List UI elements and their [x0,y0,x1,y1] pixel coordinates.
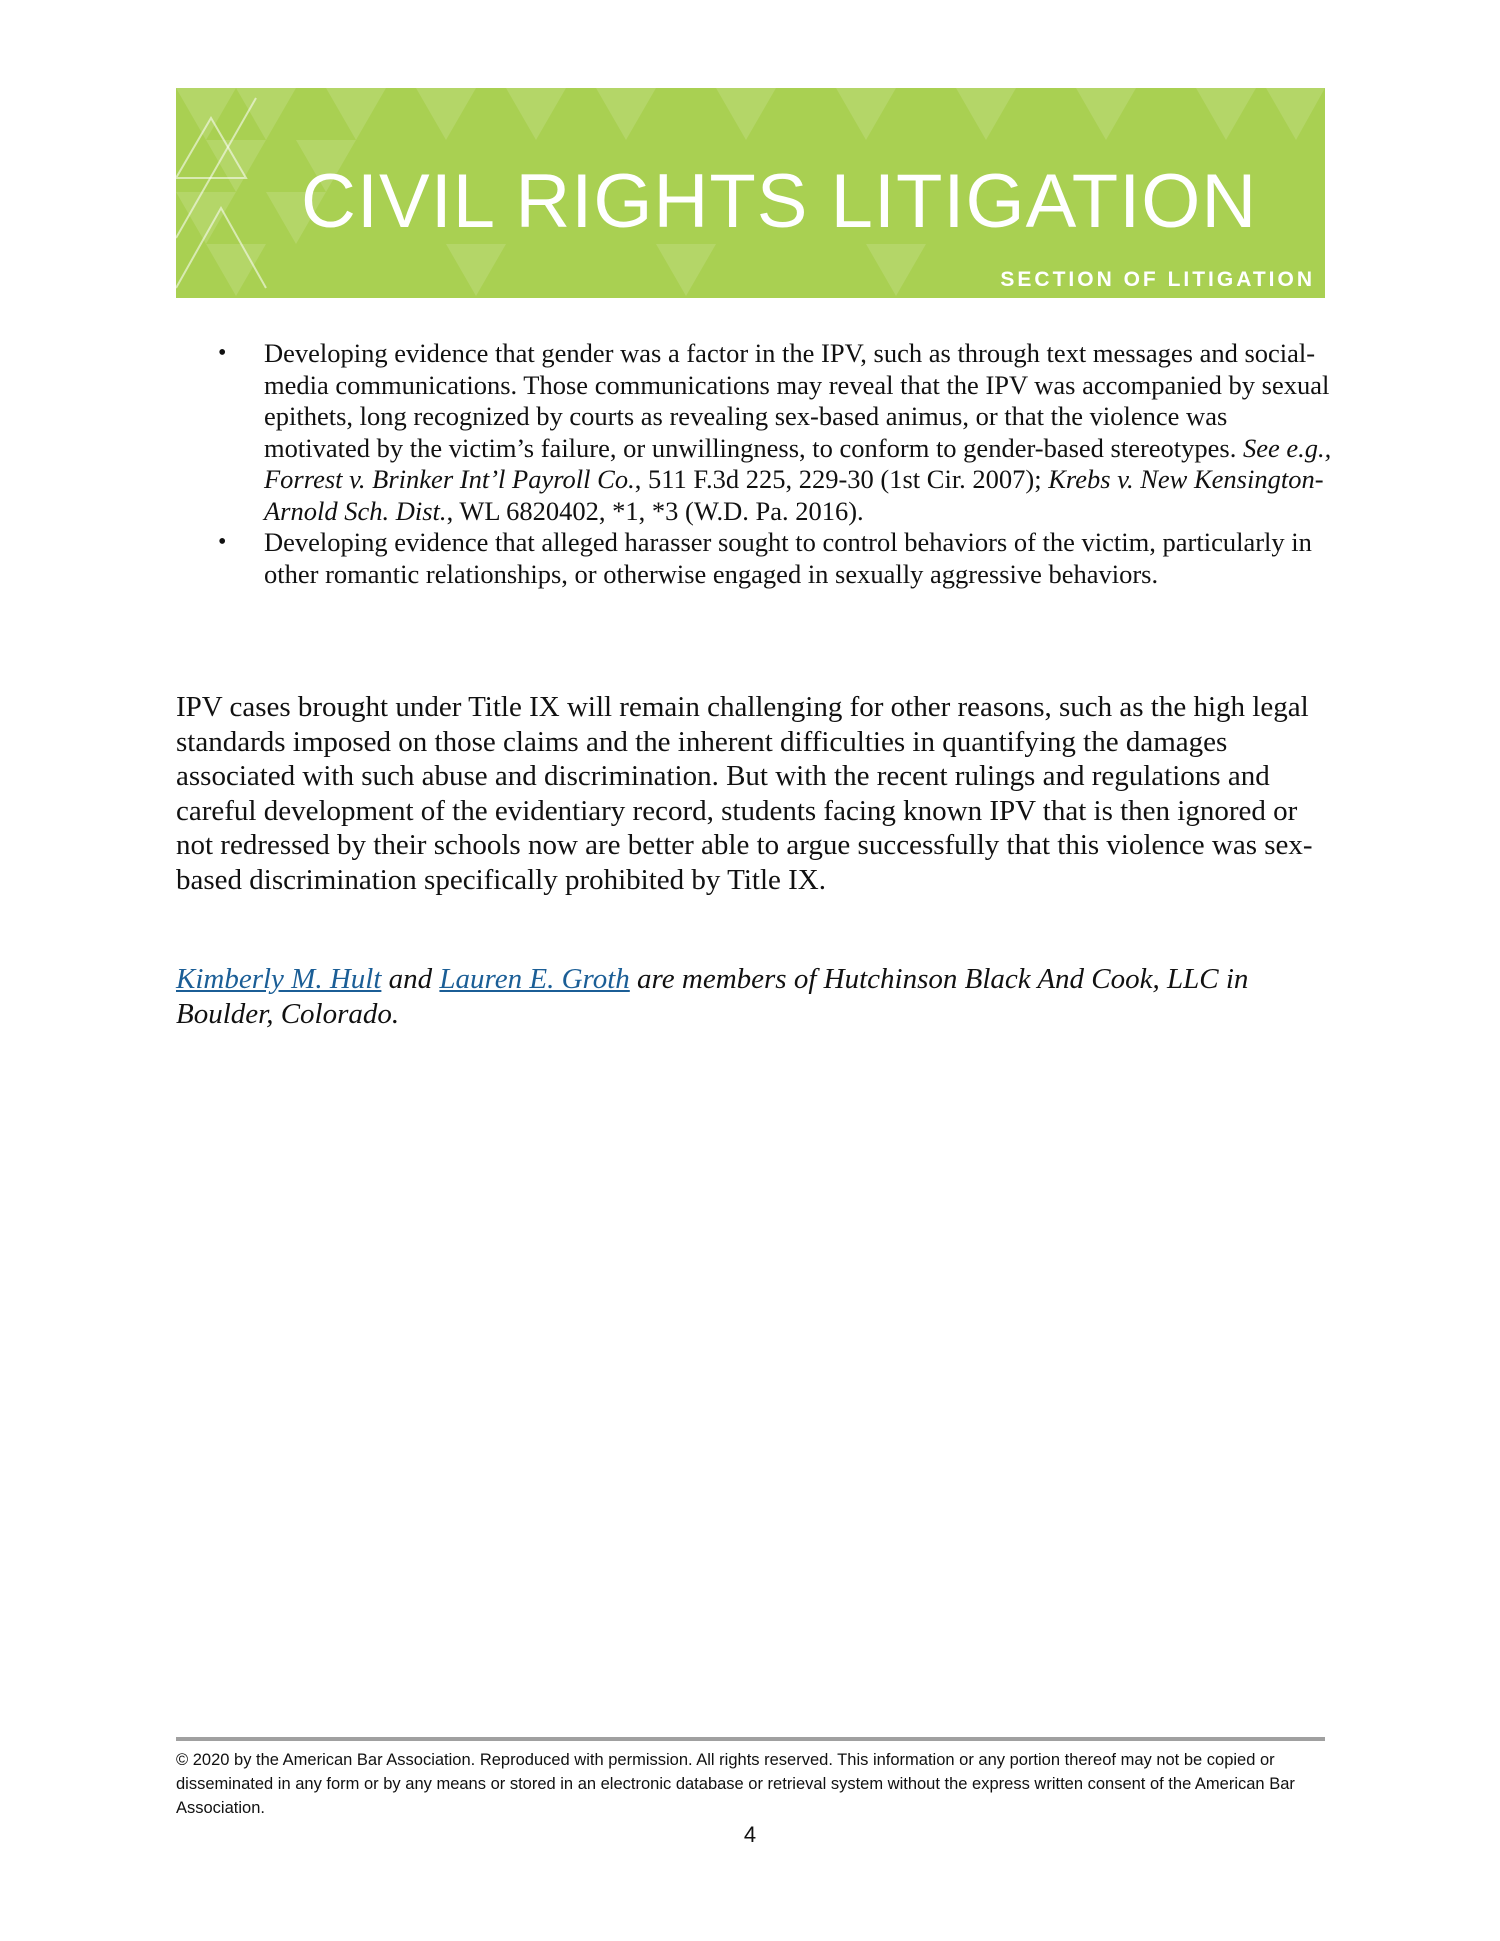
footer-divider [176,1737,1325,1741]
header-subtitle: SECTION OF LITIGATION [1000,268,1315,291]
author-byline: Kimberly M. Hult and Lauren E. Groth are members of Hutchinson Black And Cook, LLC in Boulder, Colorado. [176,963,1249,1030]
bullet-text: Developing evidence that gender was a factor in the IPV, such as through text messages and social-media communications. Those communications may reveal that the IPV was accompanied by sexual epithets, long recognized by courts as revealing sex-based animus, or that the violence was motivated by the victim’s failure, or unwillingness, to conform to gender-based stereotypes. See e.g., Forrest v. Brinker Int’l Payroll Co., 511 F.3d 225, 229-30 (1st Cir. 2007); Krebs v. New Kensington-Arnold Sch. Dist., WL 6820402, *1, *3 (W.D. Pa. 2016). [264,338,1332,526]
bullet-icon: • [218,340,227,366]
header-title: CIVIL RIGHTS LITIGATION [301,159,1258,244]
bullet-item [176,527,1336,590]
author-link-hult[interactable]: Kimberly M. Hult [176,963,382,995]
bullet-text: Developing evidence that alleged harasser sought to control behaviors of the victim, particularly in other romantic relationships, or otherwise engaged in sexually aggressive behaviors. [264,527,1312,589]
author-link-groth[interactable]: Lauren E. Groth [439,963,630,995]
bullet-icon: • [218,529,227,555]
bullet-list [176,338,1336,590]
footer-copyright: © 2020 by the American Bar Association. Reproduced with permission. All rights reserved. This information or any portion thereof may not be copied or disseminated in any form or by any means or stored in an electronic database or retrieval system without the express written consent of the American Bar Association. [176,1751,1295,1817]
header-banner [176,88,1325,298]
body-paragraph: IPV cases brought under Title IX will remain challenging for other reasons, such as the high legal standards imposed on those claims and the inherent difficulties in quantifying the damages associated with such abuse and discrimination. But with the recent rulings and regulations and careful development of the evidentiary record, students facing known IPV that is then ignored or not redressed by their schools now are better able to argue successfully that this violence was sex-based discrimination specifically prohibited by Title IX. [176,691,1313,896]
page-number: 4 [743,1822,757,1847]
bullet-item [176,338,1336,527]
